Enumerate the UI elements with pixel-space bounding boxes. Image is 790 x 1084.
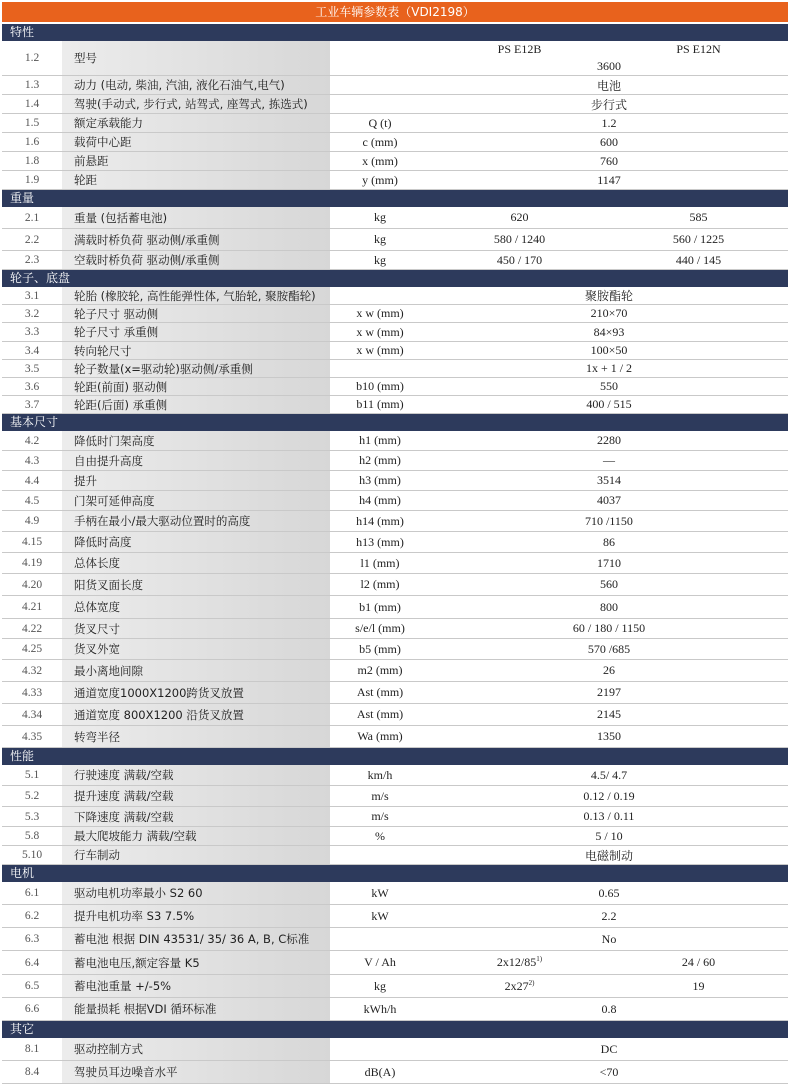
row-value: 550	[600, 379, 618, 393]
row-value: 84×93	[593, 324, 625, 339]
row-id: 2.2	[24, 233, 40, 246]
row-id: 6.1	[24, 887, 40, 899]
row-label: 蓄电池电压,额定容量 K5	[62, 951, 330, 974]
table-row	[2, 928, 788, 951]
row-unit	[330, 41, 430, 75]
row-value: 3514	[597, 473, 621, 487]
section-header: 电机	[2, 865, 788, 882]
row-id: 5.3	[24, 810, 40, 823]
row-label: 动力 (电动, 柴油, 汽油, 液化石油气,电气)	[62, 76, 330, 94]
table-row	[2, 532, 788, 553]
table-row	[2, 229, 788, 251]
table-row	[2, 360, 788, 378]
row-label: 转弯半径	[62, 726, 330, 747]
row-label: 能量损耗 根据VDI 循环标准	[62, 998, 330, 1020]
row-id: 4.25	[21, 643, 43, 655]
table-row	[2, 596, 788, 619]
table-row	[2, 451, 788, 471]
table-row	[2, 251, 788, 270]
row-id: 1.5	[24, 117, 40, 129]
table-row	[2, 765, 788, 786]
row-unit: dB(A)	[364, 1064, 396, 1079]
row-label: 驾驶员耳边噪音水平	[62, 1061, 330, 1083]
row-value: 电池	[596, 78, 621, 93]
row-label: 轮距	[62, 171, 330, 189]
table-row	[2, 471, 788, 491]
table-row	[2, 207, 788, 229]
table-row	[2, 827, 788, 846]
row-label: 提升速度 满载/空载	[62, 786, 330, 806]
row-id: 4.3	[24, 454, 40, 467]
section-header: 重量	[2, 190, 788, 207]
row-label: 轮胎 (橡胶轮, 高性能弹性体, 气胎轮, 聚胺酯轮)	[62, 287, 330, 304]
row-value	[430, 229, 788, 250]
row-id: 3.4	[24, 344, 40, 357]
row-id: 1.4	[24, 98, 40, 110]
row-label: 蓄电池 根据 DIN 43531/ 35/ 36 A, B, C标准	[62, 928, 330, 950]
row-value	[430, 975, 788, 997]
footnote-marker: 2)	[528, 978, 535, 987]
row-value: 1.2	[601, 115, 617, 130]
table-row	[2, 323, 788, 342]
table-row	[2, 726, 788, 748]
row-id: 4.20	[21, 578, 43, 591]
row-value: 步行式	[590, 97, 627, 112]
table-row	[2, 846, 788, 865]
row-value: 5 / 10	[595, 828, 623, 843]
row-label: 前悬距	[62, 152, 330, 170]
table-row	[2, 431, 788, 451]
row-unit: Ast (mm)	[356, 707, 404, 721]
table-row	[2, 975, 788, 998]
row-label: 载荷中心距	[62, 133, 330, 151]
row-label: 总体宽度	[62, 596, 330, 618]
value-model-b	[430, 42, 609, 57]
row-unit: h3 (mm)	[359, 473, 401, 487]
value-model-n: 440 / 145	[675, 252, 722, 267]
row-id: 8.4	[24, 1066, 40, 1078]
row-unit: kW	[371, 885, 389, 900]
table-row	[2, 553, 788, 574]
row-label: 总体长度	[62, 553, 330, 573]
value-model-n: 19	[692, 978, 705, 993]
table-row	[2, 491, 788, 511]
row-value: 2280	[597, 433, 621, 447]
row-value: 210×70	[590, 306, 628, 320]
row-label: 轮距(后面) 承重侧	[62, 396, 330, 413]
table-row	[2, 95, 788, 114]
table-row	[2, 76, 788, 95]
row-id: 5.8	[24, 830, 40, 842]
row-unit: %	[375, 828, 385, 843]
row-unit: c (mm)	[362, 134, 398, 149]
row-unit: b11 (mm)	[356, 397, 404, 411]
row-value	[430, 251, 788, 269]
row-unit: m2 (mm)	[357, 663, 403, 677]
row-id: 3.6	[24, 380, 40, 393]
footnote-marker: 1)	[536, 955, 543, 963]
row-label: 轮距(前面) 驱动侧	[62, 378, 330, 395]
row-id: 5.10	[21, 849, 43, 861]
row-label: 货叉尺寸	[62, 619, 330, 638]
row-value	[430, 207, 788, 228]
row-label: 型号	[62, 41, 330, 75]
value-model-b-text: 580 / 1240	[493, 232, 546, 246]
table-row	[2, 882, 788, 905]
row-label: 驱动电机功率最小 S2 60	[62, 882, 330, 904]
row-value: 760	[600, 153, 618, 168]
table-row	[2, 287, 788, 305]
row-label: 转向轮尺寸	[62, 342, 330, 359]
row-label: 降低时门架高度	[62, 431, 330, 450]
row-unit: x w (mm)	[356, 324, 404, 339]
section-header: 性能	[2, 748, 788, 765]
row-value: 电磁制动	[584, 848, 633, 863]
table-row	[2, 807, 788, 827]
row-id: 1.6	[24, 136, 40, 148]
row-unit: x w (mm)	[356, 343, 404, 357]
row-unit: x (mm)	[362, 153, 398, 168]
row-label: 满载时桥负荷 驱动侧/承重侧	[62, 229, 330, 250]
row-unit: h2 (mm)	[359, 453, 401, 467]
row-unit: kW	[371, 908, 389, 923]
row-value: 4037	[597, 493, 621, 507]
row-id: 5.2	[24, 790, 40, 802]
spec-table	[2, 24, 788, 1084]
row-id: 6.6	[24, 1003, 40, 1015]
table-row	[2, 152, 788, 171]
row-label: 货叉外宽	[62, 639, 330, 659]
table-row	[2, 114, 788, 133]
row-label: 最小离地间隙	[62, 660, 330, 681]
row-unit: km/h	[367, 767, 393, 782]
row-unit	[330, 287, 430, 304]
row-value: 1350	[597, 729, 621, 743]
row-label: 轮子尺寸 驱动侧	[62, 305, 330, 322]
row-unit: Q (t)	[368, 115, 392, 130]
row-unit	[330, 95, 430, 113]
row-value: 86	[603, 534, 615, 549]
table-row	[2, 682, 788, 704]
row-unit: V / Ah	[364, 955, 396, 969]
row-id: 4.22	[21, 622, 43, 635]
row-id: 2.3	[24, 254, 40, 266]
row-unit: kg	[374, 252, 386, 267]
row-unit: h14 (mm)	[356, 513, 404, 528]
table-row	[2, 305, 788, 323]
table-row	[2, 786, 788, 807]
row-unit: kWh/h	[363, 1001, 397, 1016]
table-row	[2, 639, 788, 660]
table-row	[2, 171, 788, 190]
table-row	[2, 998, 788, 1021]
row-id: 3.2	[24, 307, 40, 320]
row-value: 100×50	[590, 343, 628, 357]
table-row	[2, 396, 788, 414]
row-value: 1710	[597, 555, 621, 570]
row-label: 空载时桥负荷 驱动侧/承重侧	[62, 251, 330, 269]
row-value: 1147	[597, 172, 621, 187]
row-value: 1x + 1 / 2	[585, 361, 633, 375]
row-unit: kg	[374, 232, 386, 246]
table-row	[2, 41, 788, 76]
table-row	[2, 574, 788, 596]
section-header: 其它	[2, 1021, 788, 1038]
row-label: 额定承载能力	[62, 114, 330, 132]
row-value: 聚胺酯轮	[584, 289, 633, 303]
row-unit: x w (mm)	[356, 306, 404, 320]
row-value: 2.2	[601, 908, 617, 923]
row-unit: m/s	[371, 788, 389, 803]
table-row	[2, 619, 788, 639]
section-header: 基本尺寸	[2, 414, 788, 431]
row-label: 驾驶(手动式, 步行式, 站驾式, 座驾式, 拣选式)	[62, 95, 330, 113]
row-label: 下降速度 满载/空载	[62, 807, 330, 826]
table-row	[2, 660, 788, 682]
value-model-b	[430, 979, 609, 994]
value-model-n: 585	[689, 210, 708, 224]
value-model-b	[430, 210, 609, 225]
row-id: 1.8	[24, 155, 40, 167]
row-id: 6.4	[24, 956, 40, 969]
row-unit: h1 (mm)	[359, 433, 401, 447]
row-label: 轮子数量(x=驱动轮)驱动侧/承重侧	[62, 360, 330, 377]
row-unit	[330, 846, 430, 864]
row-value	[430, 41, 788, 75]
section-header: 特性	[2, 24, 788, 41]
row-value: 400 / 515	[586, 397, 632, 411]
row-unit: y (mm)	[362, 172, 398, 187]
row-label: 重量 (包括蓄电池)	[62, 207, 330, 228]
row-id: 6.5	[24, 980, 40, 992]
table-row	[2, 905, 788, 928]
table-row	[2, 1061, 788, 1084]
row-value: <70	[599, 1064, 619, 1079]
row-unit: s/e/l (mm)	[355, 621, 405, 635]
row-unit: Ast (mm)	[356, 685, 404, 699]
row-value	[430, 951, 788, 974]
value-model-b-text: 620	[510, 210, 529, 224]
row-value: 0.65	[598, 885, 620, 900]
row-id: 4.4	[24, 474, 40, 487]
value-model-n: 560 / 1225	[672, 232, 725, 246]
row-label: 轮子尺寸 承重侧	[62, 323, 330, 341]
row-label: 通道宽度1000X1200跨货叉放置	[62, 682, 330, 703]
row-value: 560	[600, 577, 618, 591]
row-unit: l2 (mm)	[360, 577, 400, 591]
table-row	[2, 511, 788, 532]
row-id: 6.2	[24, 910, 40, 922]
row-value: 0.13 / 0.11	[583, 809, 635, 823]
row-unit: l1 (mm)	[360, 555, 400, 570]
row-id: 1.3	[24, 79, 40, 91]
row-unit: Wa (mm)	[357, 729, 403, 743]
row-label: 提升	[62, 471, 330, 490]
row-label: 自由提升高度	[62, 451, 330, 470]
row-unit	[330, 76, 430, 94]
row-id: 3.1	[24, 289, 40, 302]
row-label: 最大爬坡能力 满载/空载	[62, 827, 330, 845]
row-label: 驱动控制方式	[62, 1038, 330, 1060]
row-value: 600	[600, 134, 618, 149]
value-model-b-text: PS E12B	[497, 42, 542, 56]
row-value: DC	[600, 1041, 618, 1056]
table-row	[2, 378, 788, 396]
row-id: 6.3	[24, 933, 40, 945]
row-unit: kg	[374, 210, 386, 224]
row-label: 门架可延伸高度	[62, 491, 330, 510]
row-id: 2.1	[24, 211, 40, 224]
table-row	[2, 704, 788, 726]
table-row	[2, 342, 788, 360]
row-unit	[330, 928, 430, 950]
row-value: 60 / 180 / 1150	[572, 621, 646, 635]
row-id: 4.32	[21, 664, 43, 677]
row-id: 4.33	[21, 686, 43, 699]
row-id: 1.2	[24, 52, 40, 64]
row-value: 26	[603, 663, 615, 677]
value-model-b-text: 2x12/85	[496, 955, 537, 969]
value-model-n: 24 / 60	[681, 955, 716, 969]
row-label: 提升电机功率 S3 7.5%	[62, 905, 330, 927]
row-id: 4.2	[24, 434, 40, 447]
value-model-b	[430, 232, 609, 247]
value-model-b-text: 450 / 170	[496, 252, 543, 267]
row-id: 4.35	[21, 730, 43, 743]
row-id: 4.5	[24, 494, 40, 507]
value-model-b	[430, 253, 609, 268]
value-note: 3600	[597, 59, 621, 73]
row-id: 4.9	[24, 515, 40, 527]
row-id: 4.15	[21, 536, 43, 548]
row-value: No	[601, 931, 617, 946]
row-value: 710 /1150	[585, 513, 633, 528]
row-unit: kg	[374, 978, 386, 993]
row-id: 1.9	[24, 174, 40, 186]
row-unit: b10 (mm)	[356, 379, 404, 393]
row-value: 800	[600, 599, 618, 614]
table-row	[2, 951, 788, 975]
row-unit	[330, 1038, 430, 1060]
row-unit	[330, 360, 430, 377]
section-header: 轮子、底盘	[2, 270, 788, 287]
row-value: —	[603, 453, 615, 467]
value-model-b	[430, 955, 609, 970]
row-value: 0.12 / 0.19	[583, 788, 635, 803]
row-unit: h13 (mm)	[356, 534, 404, 549]
row-unit: h4 (mm)	[359, 493, 401, 507]
row-label: 通道宽度 800X1200 沿货叉放置	[62, 704, 330, 725]
row-value: 2145	[597, 707, 621, 721]
table-row	[2, 1038, 788, 1061]
row-id: 4.21	[21, 601, 43, 613]
row-label: 行驶速度 满载/空载	[62, 765, 330, 785]
row-id: 3.5	[24, 362, 40, 375]
row-id: 3.3	[24, 326, 40, 338]
row-value: 4.5/ 4.7	[590, 767, 628, 782]
row-label: 行车制动	[62, 846, 330, 864]
row-id: 4.19	[21, 557, 43, 569]
row-label: 手柄在最小/最大驱动位置时的高度	[62, 511, 330, 531]
row-unit: m/s	[371, 809, 389, 823]
row-id: 8.1	[24, 1043, 40, 1055]
row-label: 蓄电池重量 +/-5%	[62, 975, 330, 997]
row-label: 降低时高度	[62, 532, 330, 552]
row-value: 2197	[597, 685, 621, 699]
row-id: 5.1	[24, 769, 40, 781]
value-model-n: PS E12N	[676, 42, 721, 56]
value-model-b-text: 2x27	[504, 978, 529, 993]
row-id: 3.7	[24, 398, 40, 411]
row-label: 阳货叉面长度	[62, 574, 330, 595]
row-value: 0.8	[601, 1001, 617, 1016]
row-id: 4.34	[21, 708, 43, 721]
row-value: 570 /685	[587, 641, 631, 656]
table-title: 工业车辆参数表（VDI2198）	[2, 2, 788, 22]
row-unit: b1 (mm)	[359, 599, 401, 614]
row-unit: b5 (mm)	[359, 641, 401, 656]
table-row	[2, 133, 788, 152]
